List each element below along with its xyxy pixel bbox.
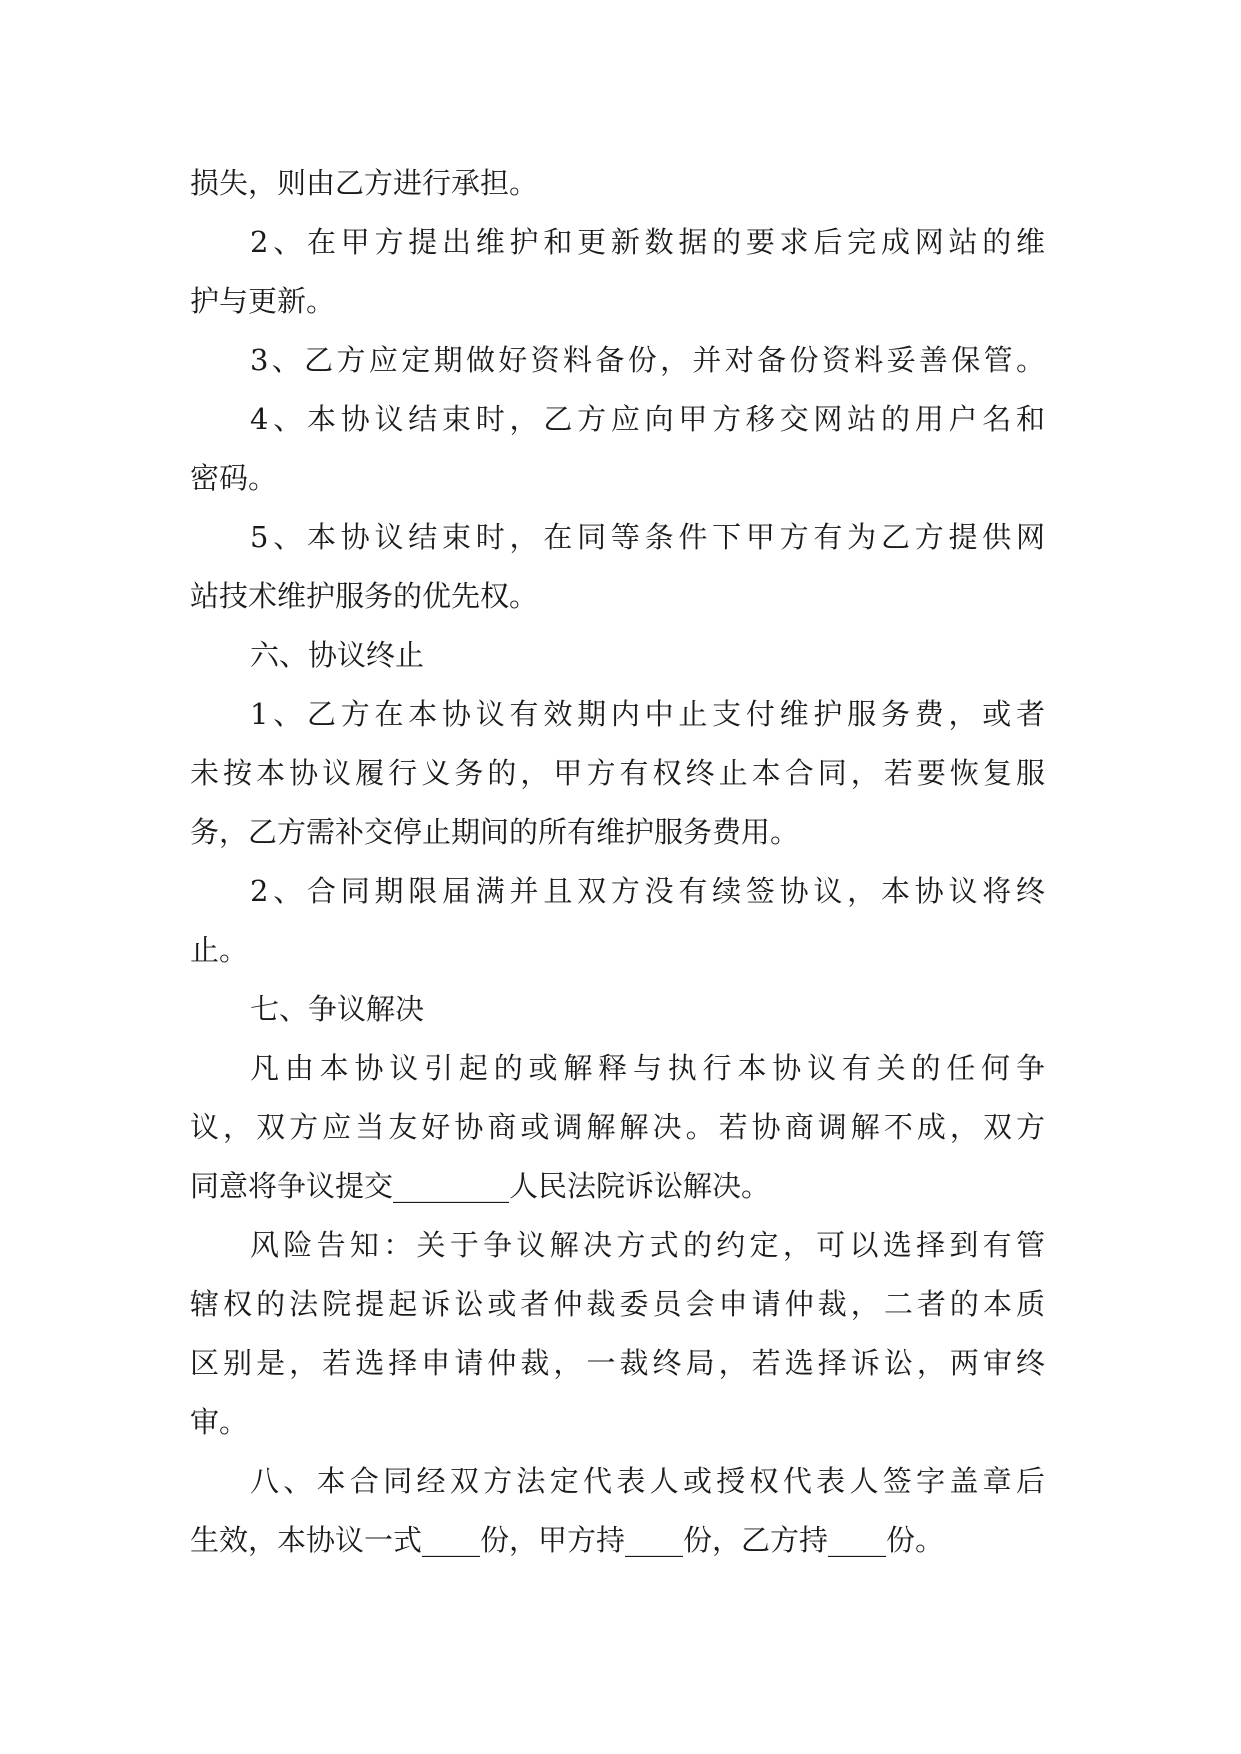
text-line: 审。 xyxy=(190,1405,249,1439)
text-line: 同意将争议提交________人民法院诉讼解决。 xyxy=(190,1169,771,1203)
text-line: 辖权的法院提起诉讼或者仲裁委员会申请仲裁，二者的本质 xyxy=(190,1287,1045,1321)
text-line: 止。 xyxy=(190,933,249,967)
text-line: 2、在甲方提出维护和更新数据的要求后完成网站的维 xyxy=(250,225,1045,259)
text-line: 八、本合同经双方法定代表人或授权代表人签字盖章后 xyxy=(250,1464,1045,1498)
text-line: 务，乙方需补交停止期间的所有维护服务费用。 xyxy=(190,815,800,849)
text-line: 生效，本协议一式____份，甲方持____份，乙方持____份。 xyxy=(190,1523,945,1557)
text-line: 区别是，若选择申请仲裁，一裁终局，若选择诉讼，两审终 xyxy=(190,1346,1045,1380)
text-line: 1、乙方在本协议有效期内中止支付维护服务费，或者 xyxy=(250,697,1045,731)
text-line: 4、本协议结束时，乙方应向甲方移交网站的用户名和 xyxy=(250,402,1045,436)
text-line: 站技术维护服务的优先权。 xyxy=(190,579,539,613)
text-line: 护与更新。 xyxy=(190,284,336,318)
section-heading: 七、争议解决 xyxy=(250,992,425,1026)
text-line: 2、合同期限届满并且双方没有续签协议，本协议将终 xyxy=(250,874,1045,908)
text-line: 凡由本协议引起的或解释与执行本协议有关的任何争 xyxy=(250,1051,1045,1085)
text-line: 3、乙方应定期做好资料备份，并对备份资料妥善保管。 xyxy=(250,343,1045,377)
section-heading: 六、协议终止 xyxy=(250,638,425,672)
text-line: 未按本协议履行义务的，甲方有权终止本合同，若要恢复服 xyxy=(190,756,1045,790)
text-line: 风险告知：关于争议解决方式的约定，可以选择到有管 xyxy=(250,1228,1045,1262)
text-line: 损失，则由乙方进行承担。 xyxy=(190,166,539,200)
text-line: 密码。 xyxy=(190,461,278,495)
text-line: 议，双方应当友好协商或调解解决。若协商调解不成，双方 xyxy=(190,1110,1045,1144)
text-line: 5、本协议结束时，在同等条件下甲方有为乙方提供网 xyxy=(250,520,1045,554)
